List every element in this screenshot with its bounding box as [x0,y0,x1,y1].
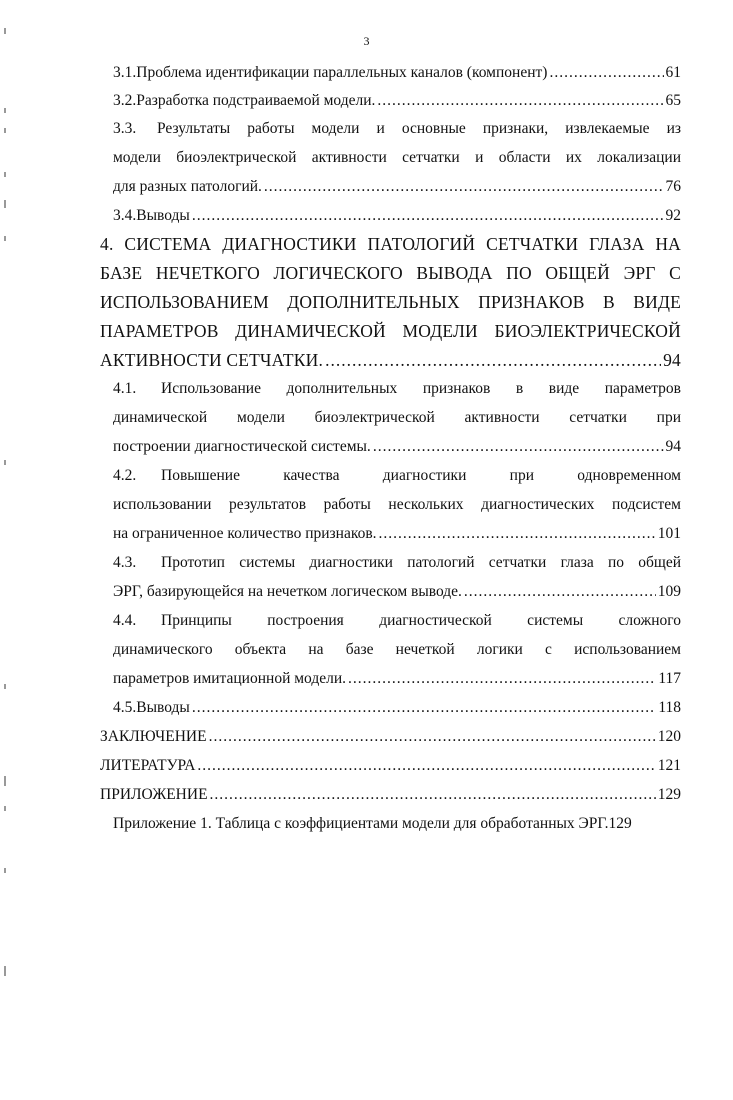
toc-entry-page: 118 [658,699,681,716]
toc-entry-title: ПРИЛОЖЕНИЕ [100,786,208,803]
toc-entry-title-line: динамической модели биоэлектрической активности сетчатки при [113,409,681,426]
toc-entry-number: 3.3. [113,120,137,137]
toc-entry-title-line: модели биоэлектрической активности сетчатки и области их локализации [113,149,681,166]
dot-leader [192,206,664,226]
toc-entry-number: 3.4. [113,207,137,224]
page-number: 3 [363,34,370,48]
toc-entry-title-line: для разных патологий. [113,178,262,195]
toc-entry-title-line: ЭРГ, базирующейся на нечетком логическом выводе. [113,583,462,600]
scan-artifact [4,684,6,689]
toc-entry-page: 121 [657,757,681,774]
toc-entry-appendix[interactable] [100,785,681,805]
scan-artifact [4,236,6,241]
toc-entry-literature[interactable] [100,756,681,776]
toc-entry-number: 4.1. [113,380,137,397]
toc-entry-page: 129 [657,786,681,803]
dot-leader [377,91,663,111]
toc-entry-page: 65 [665,92,681,109]
scan-artifact [4,108,6,113]
scan-artifact [4,806,6,811]
toc-entry-title: ЛИТЕРАТУРА [100,757,196,774]
toc-entry-3-2[interactable] [113,91,681,111]
toc-entry-appendix-1[interactable] [113,814,703,834]
toc-entry-page: 117 [658,670,681,687]
toc-entry-number: 4.5. [113,699,137,716]
toc-entry-title-line: динамического объекта на базе нечеткой логики с использованием [113,641,681,658]
toc-entry-page: 61 [665,64,681,81]
toc-entry-title-line: 4. СИСТЕМА ДИАГНОСТИКИ ПАТОЛОГИЙ СЕТЧАТКИ ГЛАЗА НА [100,234,681,254]
toc-entry-title: Проблема идентификации параллельных каналов (компонент) [136,64,548,81]
toc-entry-page: 109 [657,583,681,600]
toc-entry-number: 4.4. [113,612,137,629]
dot-leader [192,698,656,718]
dot-leader [209,727,656,747]
toc-entry-4-5[interactable] [113,698,681,718]
toc-entry-title: Выводы [136,699,190,716]
dot-leader [264,177,664,197]
toc-entry-title-line: ПАРАМЕТРОВ ДИНАМИЧЕСКОЙ МОДЕЛИ БИОЭЛЕКТРИЧЕСКОЙ [100,321,681,341]
scan-artifact [4,460,6,465]
toc-entry-title: ЗАКЛЮЧЕНИЕ [100,728,207,745]
scan-artifact [4,868,6,873]
toc-entry-title-line: построении диагностической системы. [113,438,371,455]
dot-leader [379,524,656,544]
toc-entry-title-line: ИСПОЛЬЗОВАНИЕМ ДОПОЛНИТЕЛЬНЫХ ПРИЗНАКОВ В ВИДЕ [100,292,681,312]
dot-leader [549,63,663,83]
toc-entry-title-line: Повышение качества диагностики при одновременном [161,467,681,484]
toc-entry-title-line: на ограниченное количество признаков. [113,525,377,542]
toc-entry-page: 120 [657,728,681,745]
toc-entry-page: 92 [665,207,681,224]
toc-entry-page: 101 [657,525,681,542]
toc-entry-title-line: БАЗЕ НЕЧЕТКОГО ЛОГИЧЕСКОГО ВЫВОДА ПО ОБЩЕЙ ЭРГ С [100,263,681,283]
scan-artifact [4,966,6,976]
scan-artifact [4,200,6,208]
dot-leader [210,785,656,805]
toc-entry-title-line: использовании результатов работы нескольких диагностических подсистем [113,496,681,513]
toc-entry-title: Приложение 1. Таблица с коэффициентами модели для обработанных ЭРГ.129 [113,815,632,832]
scan-artifact [4,128,6,133]
toc-entry-title-line: параметров имитационной модели. [113,670,347,687]
toc-entry-number: 3.2. [113,92,137,109]
scan-artifact [4,172,6,177]
scan-artifact [4,776,6,786]
toc-entry-title: Разработка подстраиваемой модели. [136,92,376,109]
toc-entry-page: 94 [665,438,681,455]
toc-entry-number: 3.1. [113,64,137,81]
toc-entry-3-1[interactable] [113,63,681,83]
toc-entry-title-line: Результаты работы модели и основные признаки, извлекаемые из [157,120,681,137]
dot-leader [464,582,656,602]
toc-entry-page: 76 [665,178,681,195]
dot-leader [373,437,664,457]
dot-leader [348,669,656,689]
toc-entry-title-line: Прототип системы диагностики патологий сетчатки глаза по общей [161,554,681,571]
toc-entry-title-line: АКТИВНОСТИ СЕТЧАТКИ. [100,350,324,370]
toc-entry-3-4[interactable] [113,206,681,226]
toc-entry-page: 94 [663,350,681,370]
dot-leader [325,350,661,370]
toc-entry-title: Выводы [136,207,190,224]
toc-entry-number: 4.3. [113,554,137,571]
toc-entry-title-line: Использование дополнительных признаков в виде параметров [161,380,681,397]
toc-entry-conclusion[interactable] [100,727,681,747]
toc-entry-number: 4.2. [113,467,137,484]
dot-leader [197,756,655,776]
toc-entry-title-line: Принципы построения диагностической системы сложного [161,612,681,629]
scan-artifact [4,28,6,34]
